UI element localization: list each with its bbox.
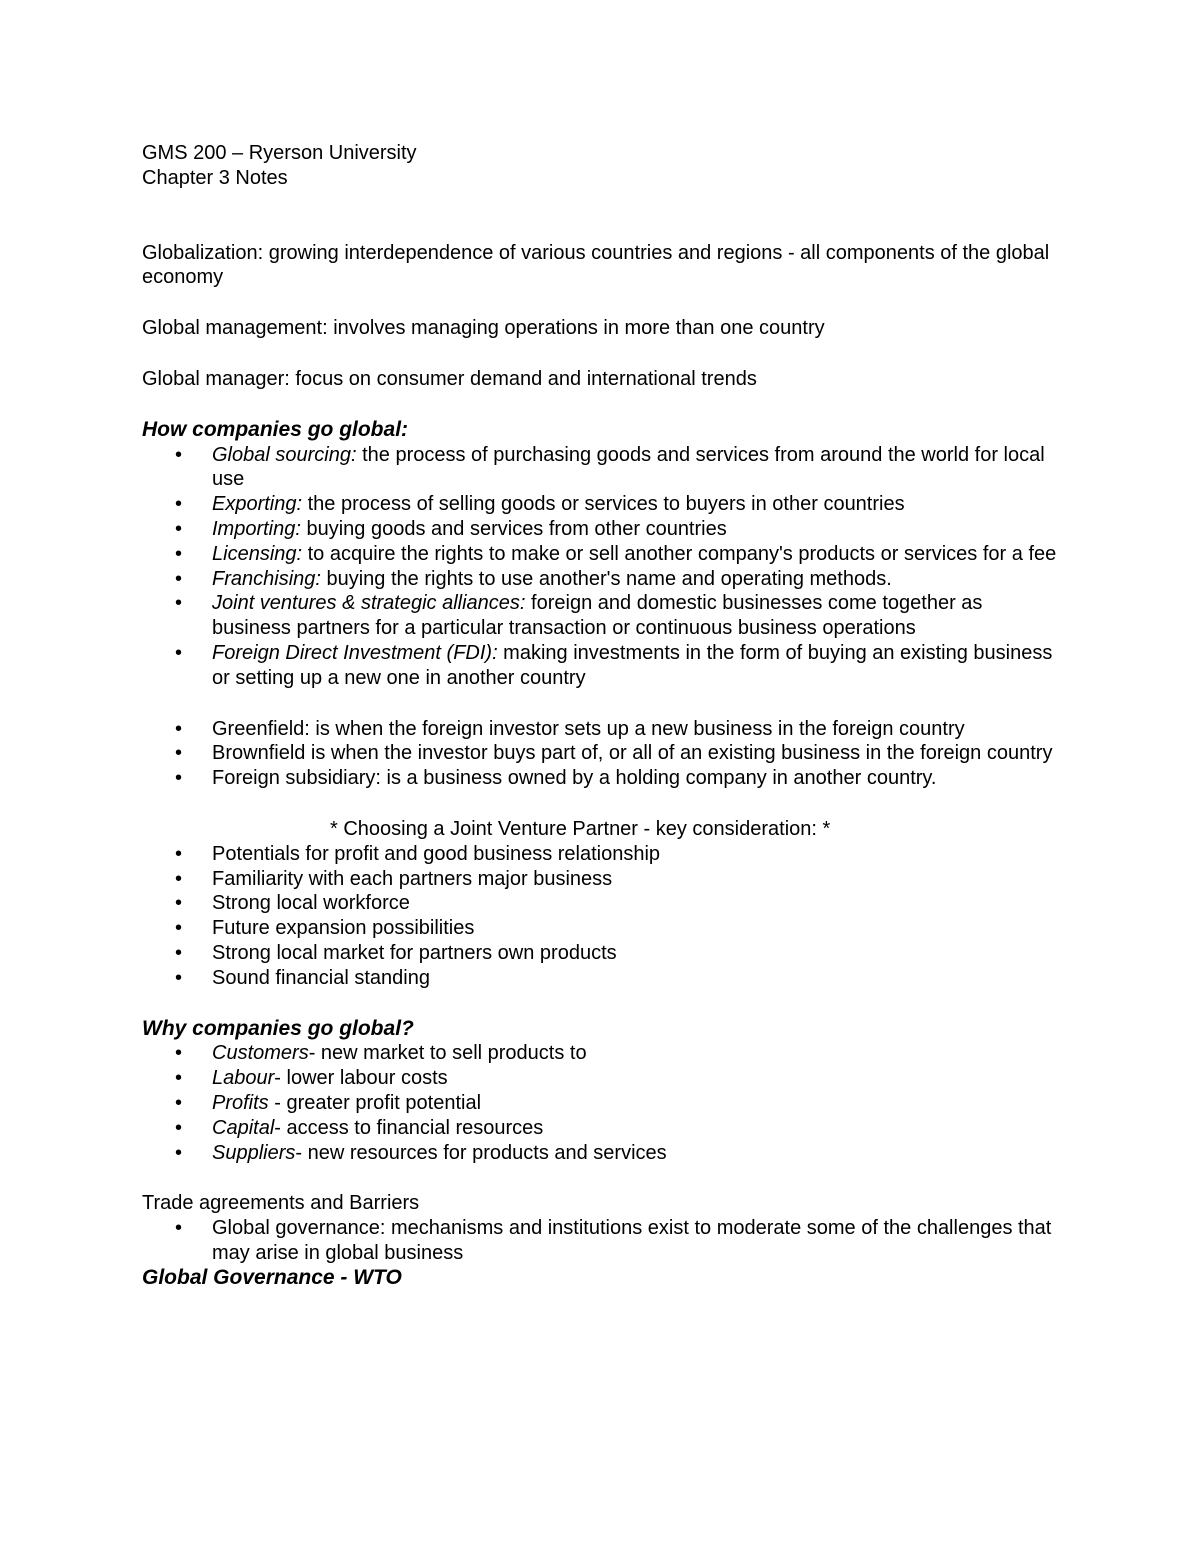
- list-item: • Strong local market for partners own products: [142, 941, 1062, 966]
- term: Global sourcing:: [212, 443, 357, 466]
- definition-global-manager: Global manager: focus on consumer demand and international trends: [142, 367, 757, 390]
- list-item: [142, 517, 1062, 542]
- list-item: [142, 1091, 1062, 1116]
- term-description: the process of purchasing goods and services from around the world for local use: [212, 443, 1045, 491]
- term: Franchising:: [212, 567, 321, 590]
- list-item: • Brownfield is when the investor buys part of, or all of an existing business in the foreign country: [142, 741, 1062, 766]
- term-description: foreign and domestic businesses come together as business partners for a particular transaction or continuous business operations: [212, 592, 983, 640]
- list-item: [142, 1141, 1062, 1166]
- trade-list: [142, 1216, 1062, 1266]
- list-item: • Strong local workforce: [142, 891, 1062, 916]
- chapter-title: Chapter 3 Notes: [142, 166, 288, 189]
- term: Exporting:: [212, 493, 303, 516]
- list-item: • Sound financial standing: [142, 966, 1062, 991]
- global-governance-wto-heading: Global Governance - WTO: [142, 1265, 402, 1289]
- term-description: - greater profit potential: [268, 1091, 482, 1114]
- term-description: - new resources for products and services: [295, 1141, 667, 1164]
- term-description: - new market to sell products to: [308, 1042, 587, 1065]
- list-item: • Potentials for profit and good business relationship: [142, 842, 1062, 867]
- term: Customers: [212, 1042, 309, 1065]
- term: Foreign Direct Investment (FDI):: [212, 641, 498, 664]
- trade-agreements-heading: Trade agreements and Barriers: [142, 1192, 420, 1215]
- term-description: buying goods and services from other countries: [300, 517, 727, 540]
- document-page: [142, 141, 1062, 1290]
- why-global-list: [142, 1041, 1062, 1165]
- list-item: [142, 641, 1062, 691]
- jv-partner-list: [142, 842, 1062, 991]
- term-description: the process of selling goods or services to buyers in other countries: [302, 493, 905, 516]
- course-title: GMS 200 – Ryerson University: [142, 142, 417, 164]
- term: Capital: [212, 1116, 275, 1139]
- term-description: - access to financial resources: [274, 1116, 544, 1139]
- term: Suppliers: [212, 1141, 296, 1164]
- term: Licensing:: [212, 542, 303, 565]
- list-item: [142, 443, 1062, 493]
- list-item: • Familiarity with each partners major business: [142, 867, 1062, 892]
- jv-partner-heading: * Choosing a Joint Venture Partner - key consideration: *: [330, 817, 831, 840]
- term-description: - lower labour costs: [274, 1067, 448, 1090]
- list-item: • Global governance: mechanisms and institutions exist to moderate some of the challenges that may arise in global business: [142, 1216, 1062, 1266]
- list-item: [142, 1041, 1062, 1066]
- definition-globalization: Globalization: growing interdependence of various countries and regions - all components of the global economy: [142, 241, 1050, 289]
- term: Labour: [212, 1067, 275, 1090]
- spacer: [142, 691, 1062, 717]
- definition-global-management: Global management: involves managing operations in more than one country: [142, 317, 825, 340]
- spacer: [142, 991, 1062, 1017]
- list-item: [142, 591, 1062, 641]
- list-item: [142, 542, 1062, 567]
- term: Joint ventures & strategic alliances:: [212, 592, 526, 615]
- term-description: to acquire the rights to make or sell another company's products or services for a fee: [302, 542, 1057, 565]
- list-item: • Future expansion possibilities: [142, 916, 1062, 941]
- list-item: [142, 1066, 1062, 1091]
- term: Importing:: [212, 517, 301, 540]
- term-description: making investments in the form of buying an existing business or setting up a new one in another country: [212, 641, 1053, 689]
- fdi-types-list: [142, 717, 1062, 791]
- term: Profits: [212, 1091, 269, 1114]
- list-item: [142, 1116, 1062, 1141]
- list-item: • Foreign subsidiary: is a business owned by a holding company in another country.: [142, 766, 1062, 791]
- why-companies-go-global-heading: Why companies go global?: [142, 1016, 414, 1040]
- how-global-list: [142, 443, 1062, 691]
- list-item: [142, 492, 1062, 517]
- spacer: [142, 191, 1062, 241]
- how-companies-go-global-heading: How companies go global:: [142, 417, 409, 441]
- list-item: [142, 567, 1062, 592]
- term-description: buying the rights to use another's name and operating methods.: [320, 567, 892, 590]
- spacer: [142, 791, 1062, 817]
- list-item: • Greenfield: is when the foreign investor sets up a new business in the foreign country: [142, 717, 1062, 742]
- spacer: [142, 1165, 1062, 1191]
